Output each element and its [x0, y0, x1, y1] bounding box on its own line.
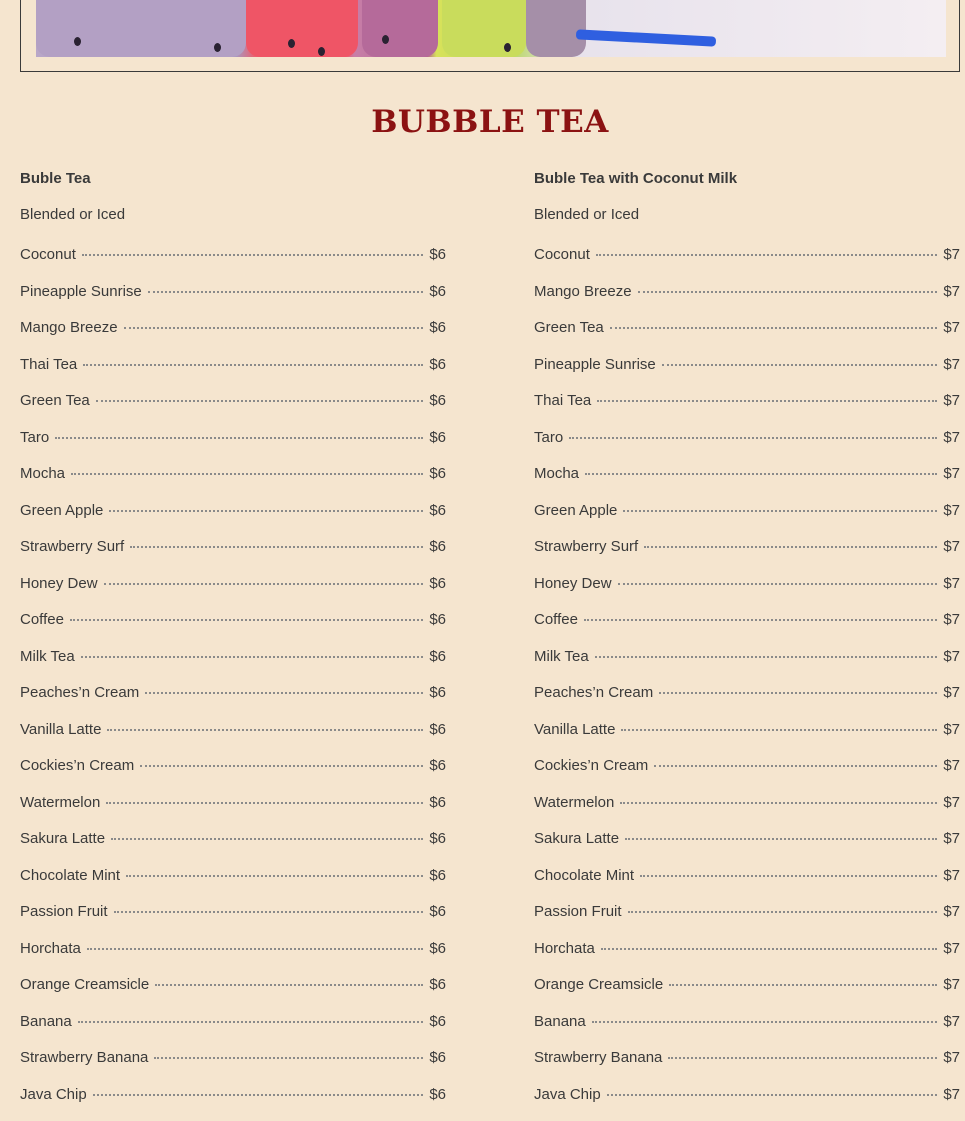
menu-item — [20, 975, 446, 1012]
menu-item-price: $7 — [943, 318, 960, 338]
menu-item — [20, 829, 446, 866]
menu-item — [534, 428, 960, 465]
menu-item-price: $7 — [943, 902, 960, 922]
menu-item-price: $7 — [943, 829, 960, 849]
menu-item-name: Green Apple — [534, 501, 617, 521]
dotted-leader — [155, 984, 423, 986]
menu-item-price: $7 — [943, 756, 960, 776]
menu-item — [534, 245, 960, 282]
menu-item-name: Green Tea — [534, 318, 604, 338]
menu-item — [534, 683, 960, 720]
menu-item — [534, 501, 960, 538]
menu-item-name: Banana — [20, 1012, 72, 1032]
menu-item — [534, 939, 960, 976]
menu-item — [20, 391, 446, 428]
dotted-leader — [111, 838, 423, 840]
menu-item-price: $7 — [943, 501, 960, 521]
menu-item-name: Java Chip — [20, 1085, 87, 1105]
menu-item-name: Watermelon — [20, 793, 100, 813]
menu-item-price: $6 — [429, 282, 446, 302]
menu-item — [20, 866, 446, 903]
menu-item — [534, 464, 960, 501]
menu-item-price: $7 — [943, 1048, 960, 1068]
menu-item-name: Peaches’n Cream — [534, 683, 653, 703]
menu-item-name: Coconut — [534, 245, 590, 265]
dotted-leader — [83, 364, 423, 366]
menu-item-name: Honey Dew — [534, 574, 612, 594]
menu-item-price: $7 — [943, 610, 960, 630]
menu-item-price: $6 — [429, 318, 446, 338]
menu-item — [534, 756, 960, 793]
menu-item-price: $7 — [943, 939, 960, 959]
dotted-leader — [78, 1021, 424, 1023]
menu-item — [20, 282, 446, 319]
menu-item-name: Banana — [534, 1012, 586, 1032]
menu-item — [20, 1085, 446, 1121]
menu-item-name: Horchata — [20, 939, 81, 959]
menu-item-price: $7 — [943, 720, 960, 740]
dotted-leader — [106, 802, 423, 804]
tapioca-pearl — [504, 43, 511, 52]
dotted-leader — [640, 875, 937, 877]
menu-item-name: Strawberry Surf — [534, 537, 638, 557]
menu-item — [20, 720, 446, 757]
menu-item-price: $7 — [943, 537, 960, 557]
dotted-leader — [109, 510, 423, 512]
menu-item — [20, 647, 446, 684]
menu-item-price: $7 — [943, 391, 960, 411]
menu-item — [534, 720, 960, 757]
dotted-leader — [669, 984, 937, 986]
menu-item — [534, 975, 960, 1012]
dotted-leader — [668, 1057, 937, 1059]
dotted-leader — [585, 473, 937, 475]
menu-item-price: $6 — [429, 647, 446, 667]
menu-item-price: $7 — [943, 683, 960, 703]
menu-item-price: $6 — [429, 866, 446, 886]
dotted-leader — [597, 400, 937, 402]
dotted-leader — [140, 765, 423, 767]
menu-item-price: $6 — [429, 1012, 446, 1032]
menu-item-price: $6 — [429, 793, 446, 813]
menu-item — [20, 537, 446, 574]
menu-item-price: $6 — [429, 1085, 446, 1105]
menu-item — [534, 829, 960, 866]
dotted-leader — [592, 1021, 938, 1023]
menu-item-name: Mango Breeze — [20, 318, 118, 338]
dotted-leader — [71, 473, 423, 475]
blue-straw-shape — [576, 29, 716, 46]
section-subtitle: Blended or Iced — [20, 204, 446, 226]
menu-item-price: $7 — [943, 355, 960, 375]
menu-item-name: Peaches’n Cream — [20, 683, 139, 703]
menu-item-name: Coffee — [20, 610, 64, 630]
menu-item-name: Sakura Latte — [534, 829, 619, 849]
menu-item — [20, 501, 446, 538]
menu-item-price: $6 — [429, 428, 446, 448]
dotted-leader — [70, 619, 423, 621]
tapioca-pearl — [288, 39, 295, 48]
dotted-leader — [621, 729, 937, 731]
dotted-leader — [82, 254, 423, 256]
menu-item-name: Green Tea — [20, 391, 90, 411]
dotted-leader — [145, 692, 423, 694]
menu-item — [20, 610, 446, 647]
page-title: BUBBLE TEA — [0, 104, 965, 140]
menu-item — [534, 866, 960, 903]
menu-item-name: Mocha — [20, 464, 65, 484]
dotted-leader — [55, 437, 423, 439]
menu-item — [20, 318, 446, 355]
menu-item-price: $6 — [429, 537, 446, 557]
menu-item-price: $7 — [943, 245, 960, 265]
dotted-leader — [659, 692, 937, 694]
menu-item-name: Mango Breeze — [534, 282, 632, 302]
dotted-leader — [638, 291, 938, 293]
menu-item-name: Chocolate Mint — [20, 866, 120, 886]
menu-item-price: $6 — [429, 756, 446, 776]
menu-item-name: Orange Creamsicle — [534, 975, 663, 995]
dotted-leader — [625, 838, 937, 840]
menu-item-price: $6 — [429, 975, 446, 995]
bubble-tea-cups-image — [36, 0, 946, 57]
dotted-leader — [114, 911, 424, 913]
menu-item-price: $6 — [429, 464, 446, 484]
menu-item-price: $7 — [943, 647, 960, 667]
dotted-leader — [654, 765, 937, 767]
menu-item — [20, 355, 446, 392]
menu-item-name: Milk Tea — [534, 647, 589, 667]
menu-item-name: Chocolate Mint — [534, 866, 634, 886]
menu-item-name: Passion Fruit — [534, 902, 622, 922]
menu-item-name: Java Chip — [534, 1085, 601, 1105]
section-subtitle: Blended or Iced — [534, 204, 960, 226]
menu-item-name: Pineapple Sunrise — [534, 355, 656, 375]
dotted-leader — [662, 364, 938, 366]
menu-item-price: $6 — [429, 391, 446, 411]
menu-item-price: $7 — [943, 464, 960, 484]
dotted-leader — [81, 656, 424, 658]
menu-item-price: $6 — [429, 245, 446, 265]
menu-item-name: Passion Fruit — [20, 902, 108, 922]
menu-item-name: Horchata — [534, 939, 595, 959]
menu-item-name: Milk Tea — [20, 647, 75, 667]
menu-item-name: Strawberry Banana — [534, 1048, 662, 1068]
menu-item-name: Orange Creamsicle — [20, 975, 149, 995]
menu-item — [534, 1012, 960, 1049]
menu-item-name: Watermelon — [534, 793, 614, 813]
menu-item — [20, 793, 446, 830]
menu-item-name: Mocha — [534, 464, 579, 484]
dotted-leader — [644, 546, 937, 548]
menu-item-name: Strawberry Banana — [20, 1048, 148, 1068]
dotted-leader — [124, 327, 424, 329]
menu-item-name: Vanilla Latte — [534, 720, 615, 740]
menu-item-name: Green Apple — [20, 501, 103, 521]
menu-item-price: $6 — [429, 939, 446, 959]
menu-item — [534, 1085, 960, 1121]
dotted-leader — [601, 948, 937, 950]
menu-item-name: Cockies’n Cream — [20, 756, 134, 776]
menu-section-bubble-tea-coconut-milk — [534, 168, 960, 1121]
dotted-leader — [130, 546, 423, 548]
menu-item-price: $6 — [429, 720, 446, 740]
section-heading: Buble Tea with Coconut Milk — [534, 168, 960, 190]
menu-item-name: Thai Tea — [534, 391, 591, 411]
menu-item — [534, 793, 960, 830]
menu-item — [20, 683, 446, 720]
menu-item-price: $6 — [429, 1048, 446, 1068]
menu-item-price: $7 — [943, 282, 960, 302]
menu-item-name: Pineapple Sunrise — [20, 282, 142, 302]
dotted-leader — [104, 583, 424, 585]
menu-item-name: Vanilla Latte — [20, 720, 101, 740]
menu-item-list — [20, 245, 446, 1121]
menu-item-price: $6 — [429, 574, 446, 594]
lavender-cup-shape — [526, 0, 586, 57]
section-heading: Buble Tea — [20, 168, 446, 190]
menu-section-bubble-tea — [20, 168, 446, 1121]
tapioca-pearl — [318, 47, 325, 56]
menu-item — [534, 574, 960, 611]
red-cup-shape — [246, 0, 358, 57]
menu-item — [534, 318, 960, 355]
menu-item — [20, 902, 446, 939]
dotted-leader — [107, 729, 423, 731]
menu-item-price: $7 — [943, 793, 960, 813]
pink-cup-shape — [362, 0, 438, 57]
dotted-leader — [148, 291, 424, 293]
dotted-leader — [96, 400, 424, 402]
menu-item — [534, 1048, 960, 1085]
tapioca-pearl — [74, 37, 81, 46]
dotted-leader — [93, 1094, 424, 1096]
menu-item-price: $6 — [429, 683, 446, 703]
menu-item — [534, 282, 960, 319]
dotted-leader — [584, 619, 937, 621]
menu-item-price: $6 — [429, 902, 446, 922]
menu-item-price: $7 — [943, 1085, 960, 1105]
menu-item-price: $6 — [429, 355, 446, 375]
menu-item — [534, 391, 960, 428]
menu-item-price: $7 — [943, 975, 960, 995]
hero-frame — [20, 0, 960, 72]
menu-item — [20, 428, 446, 465]
menu-item-name: Strawberry Surf — [20, 537, 124, 557]
tapioca-pearl — [382, 35, 389, 44]
menu-item-name: Sakura Latte — [20, 829, 105, 849]
menu-item-name: Cockies’n Cream — [534, 756, 648, 776]
dotted-leader — [569, 437, 937, 439]
menu-item — [534, 902, 960, 939]
dotted-leader — [620, 802, 937, 804]
menu-item-price: $6 — [429, 501, 446, 521]
menu-item — [20, 939, 446, 976]
menu-item-price: $7 — [943, 866, 960, 886]
dotted-leader — [623, 510, 937, 512]
menu-item-name: Coffee — [534, 610, 578, 630]
menu-item-name: Honey Dew — [20, 574, 98, 594]
menu-item-price: $7 — [943, 428, 960, 448]
menu-item — [534, 647, 960, 684]
dotted-leader — [126, 875, 423, 877]
menu-item-list — [534, 245, 960, 1121]
menu-item — [20, 1012, 446, 1049]
dotted-leader — [595, 656, 938, 658]
menu-item — [534, 610, 960, 647]
menu-item — [20, 574, 446, 611]
menu-item — [534, 537, 960, 574]
menu-item-name: Taro — [534, 428, 563, 448]
dotted-leader — [610, 327, 938, 329]
menu-item — [20, 245, 446, 282]
dotted-leader — [596, 254, 937, 256]
dotted-leader — [87, 948, 423, 950]
menu-item-price: $7 — [943, 1012, 960, 1032]
dotted-leader — [618, 583, 938, 585]
menu-item — [20, 464, 446, 501]
dotted-leader — [607, 1094, 938, 1096]
green-cup-shape — [442, 0, 526, 57]
menu-item-name: Thai Tea — [20, 355, 77, 375]
menu-item — [20, 1048, 446, 1085]
menu-item-name: Coconut — [20, 245, 76, 265]
tapioca-pearl — [214, 43, 221, 52]
menu-item — [534, 355, 960, 392]
menu-item-name: Taro — [20, 428, 49, 448]
menu-item-price: $7 — [943, 574, 960, 594]
dotted-leader — [154, 1057, 423, 1059]
menu-item-price: $6 — [429, 610, 446, 630]
dotted-leader — [628, 911, 938, 913]
menu-item — [20, 756, 446, 793]
menu-item-price: $6 — [429, 829, 446, 849]
